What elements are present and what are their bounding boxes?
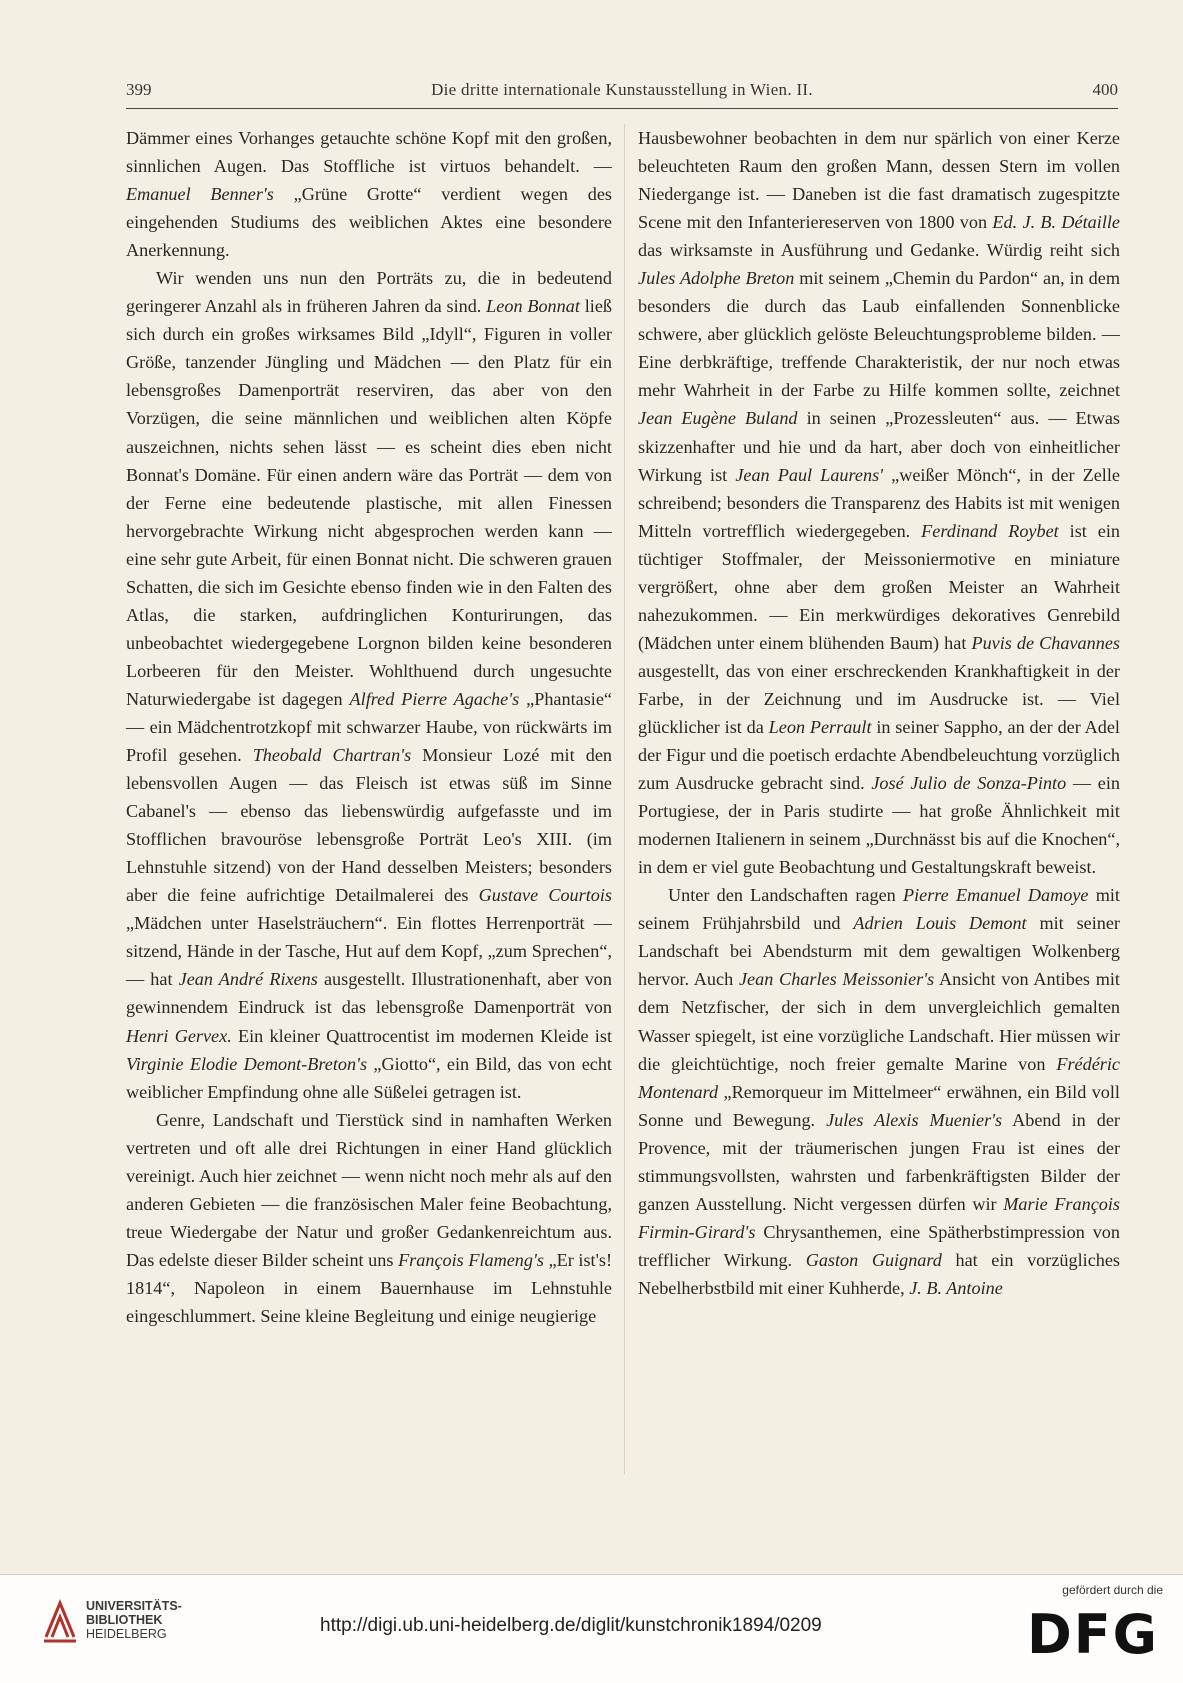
text-run: das wirksamste in Ausführung und Gedanke. Würdig reiht sich <box>638 240 1120 261</box>
dfg-logo: DFG <box>1026 1603 1159 1666</box>
text-run: „weißer Mönch“, in der Zelle schreibend; besonders die Transparenz des Habits ist mit wenigen Mitteln vortrefflich wiedergegeben. <box>638 464 1120 541</box>
artist-name: Leon Bonnat <box>486 296 580 317</box>
artist-name: Marie François Firmin-Girard's <box>638 1193 1120 1242</box>
permalink-url[interactable]: http://digi.ub.uni-heidelberg.de/diglit/kunstchronik1894/0209 <box>320 1615 822 1636</box>
text-run: mit seiner Landschaft bei Abendsturm mit dem gewaltigen Wolkenberg hervor. Auch <box>638 913 1120 990</box>
text-run: „Er ist's! 1814“, Napoleon in einem Bauernhause im Lehnstuhle eingeschlummert. Seine kleine Begleitung und einige neugierige <box>126 1249 613 1326</box>
library-name-line2: BIBLIOTHEK <box>86 1613 163 1627</box>
text-run: in seiner Sappho, an der der Adel der Figur und die poetisch erdachte Abendbeleuchtung vorzüglich zum Ausdrucke gebracht sind. <box>638 716 1120 794</box>
text-run: Abend in der Provence, mit der träumerischen jungen Frau ist eines der stimmungsvollsten, wahrsten und farbenkräftigsten Bilder der ganzen Ausstellung. Nicht vergessen dürfen wir <box>638 1109 1120 1214</box>
artist-name: Gaston Guignard <box>805 1249 942 1270</box>
artist-name: Theobald Chartran's <box>252 745 412 766</box>
running-header <box>126 78 1118 108</box>
text-run: „Remorqueur im Mittelmeer“ erwähnen, ein Bild voll Sonne und Bewegung. <box>638 1081 1120 1130</box>
digitization-footer <box>0 1574 1183 1683</box>
artist-name: Jean Eugène Buland <box>638 408 798 429</box>
paragraph <box>126 124 612 264</box>
paragraph <box>638 881 1120 1302</box>
text-run: Wir wenden uns nun den Porträts zu, die in bedeutend geringerer Anzahl als in früheren Jahren da sind. <box>126 268 612 317</box>
artist-name: François Flameng's <box>398 1249 544 1270</box>
text-run: Unter den Landschaften ragen <box>668 885 903 906</box>
text-run: Ansicht von Antibes mit dem Netzfischer, der sich in dem unvergleichlich gemalten Wasser spiegelt, ist eine vorzügliche Landschaft. Hier müssen wir die gleichtüchtige, noch freier gemalte Marine von <box>638 969 1120 1074</box>
artist-name: Gustave Courtois <box>478 885 612 906</box>
artist-name: J. B. Antoine <box>909 1277 1003 1298</box>
text-run: — ein Portugiese, der in Paris studirte — hat große Ähnlichkeit mit modernen Italienern in seinem „Durchnässt bis auf die Knochen“, in dem er viel gute Beobachtung und Gestaltungskraft beweist. <box>638 773 1120 878</box>
artist-name: Henri Gervex. <box>126 1025 232 1046</box>
artist-name: Adrien Louis Demont <box>853 913 1027 934</box>
text-run: hat ein vorzügliches Nebelherbstbild mit einer Kuhherde, <box>638 1249 1121 1298</box>
paragraph <box>126 1106 612 1330</box>
text-run: Genre, Landschaft und Tierstück sind in namhaften Werken vertreten und oft alle drei Richtungen in einer Hand glücklich vereinigt. Auch hier zeichnet — wenn nicht noch mehr als auf den anderen Gebieten — die französischen Maler feine Beobachtung, treue Wiedergabe der Natur und großer Gedankenreichtum aus. Das edelste dieser Bilder scheint uns <box>126 1109 612 1270</box>
paragraph <box>126 264 612 1105</box>
paragraph <box>638 124 1120 881</box>
running-title: Die dritte internationale Kunstausstellung in Wien. II. <box>431 80 813 99</box>
text-run: mit seinem Frühjahrsbild und <box>638 885 1120 934</box>
text-run: in seinen „Prozessleuten“ aus. — Etwas skizzenhafter und hie und da hart, aber doch von einheitlicher Wirkung ist <box>638 408 1121 485</box>
text-run: „Mädchen unter Haselsträuchern“. Ein flottes Herrenporträt — sitzend, Hände in der Tasche, Hut auf dem Kopf, „zum Sprechen“, — hat <box>126 913 612 990</box>
text-run: ausgestellt. Illustrationenhaft, aber von gewinnendem Eindruck ist das lebensgroße Damenporträt von <box>126 969 612 1018</box>
artist-name: Leon Perrault <box>768 716 872 737</box>
right-column <box>638 124 1120 1302</box>
university-library-logo-icon <box>40 1597 80 1645</box>
text-run: „Giotto“, ein Bild, das von echt weiblicher Empfindung ohne alle Süßelei getragen ist. <box>126 1053 612 1102</box>
text-run: mit seinem „Chemin du Pardon“ an, in dem besonders die durch das Laub einfallenden Sonnenblicke schwere, aber glücklich gelöste Beleuchtungsprobleme bilden. — Eine derbkräftige, treffende Charakteristik, der nur noch etwas mehr Wahrheit in der Farbe zu Hilfe kommen sollte, zeichnet <box>638 268 1120 401</box>
artist-name: Ed. J. B. Détaille <box>992 212 1120 233</box>
text-run: Monsieur Lozé mit den lebensvollen Augen — das Fleisch ist etwas süß im Sinne Cabanel's — ebenso das liebenswürdig aufgefasste und im Stofflichen bravouröse lebensgroße Porträt Leo's XIII. (im Lehnstuhle sitzend) von der Hand desselben Meisters; besonders aber die feine aufrichtige Detailmalerei des <box>126 745 612 906</box>
artist-name: José Julio de Sonza-Pinto <box>871 773 1067 794</box>
text-run: Chrysanthemen, eine Spätherbstimpression von trefflicher Wirkung. <box>638 1221 1120 1270</box>
artist-name: Jean André Rixens <box>178 969 318 990</box>
library-name <box>86 1599 182 1641</box>
left-column <box>126 124 612 1330</box>
artist-name: Emanuel Benner's <box>126 184 274 205</box>
text-run: Hausbewohner beobachten in dem nur spärlich von einer Kerze beleuchteten Raum den großen Mann, dessen Stern im vollen Niedergange ist. — Daneben ist die fast dramatisch zugespitzte Scene mit den Infanteriereserven von 1800 von <box>638 128 1120 233</box>
column-separator <box>624 124 625 1474</box>
library-name-line1: UNIVERSITÄTS- <box>86 1599 182 1613</box>
artist-name: Jules Alexis Muenier's <box>826 1109 1003 1130</box>
library-name-line3: HEIDELBERG <box>86 1627 167 1641</box>
artist-name: Pierre Emanuel Damoye <box>902 885 1089 906</box>
text-run: „Phantasie“ — ein Mädchentrotzkopf mit schwarzer Haube, von rückwärts im Profil gesehen. <box>126 688 612 766</box>
artist-name: Jean Paul Laurens' <box>735 464 884 485</box>
artist-name: Ferdinand Roybet <box>921 520 1059 541</box>
artist-name: Frédéric Montenard <box>638 1053 1120 1102</box>
header-rule <box>126 108 1118 109</box>
text-run: ist ein tüchtiger Stoffmaler, der Meissoniermotive en miniature vergrößert, ohne aber dem großen Meister an Wahrheit nahezukommen. — Ein merkwürdiges dekoratives Genrebild (Mädchen unter einem blühenden Baum) hat <box>638 520 1120 653</box>
text-run: Ein kleiner Quattrocentist im modernen Kleide ist <box>231 1025 612 1046</box>
text-run: „Grüne Grotte“ verdient wegen des eingehenden Studiums des weiblichen Aktes eine besondere Anerkennung. <box>126 184 612 261</box>
page-number-left: 399 <box>126 80 152 99</box>
artist-name: Jean Charles Meissonier's <box>738 969 935 990</box>
artist-name: Jules Adolphe Breton <box>638 268 795 289</box>
text-run: ließ sich durch ein großes wirksames Bild „Idyll“, Figuren in voller Größe, tanzender Jüngling und Mädchen — den Platz für ein lebensgroßes Damenporträt reserviren, das aber von den Vorzügen, die seine männlichen und weiblichen alten Köpfe auszeichnen, nichts sehen lässt — es scheint dies eben nicht Bonnat's Domäne. Für einen andern wäre das Porträt — dem von der Ferne eine bedeutende plastische, mit allen Finessen hervorgebrachte Wirkung nicht abgesprochen werden kann — eine sehr gute Arbeit, für einen Bonnat nicht. Die schweren grauen Schatten, die sich im Gesichte ebenso finden wie in den Falten des Atlas, die starken, aufdringlichen Konturirungen, das unbeobachtet wiedergegebene Lorgnon bilden keine besonderen Lorbeeren für den Meister. Wohlthuend durch ungesuchte Naturwiedergabe ist dagegen <box>126 296 612 709</box>
text-run: Dämmer eines Vorhanges getauchte schöne Kopf mit den großen, sinnlichen Augen. Das Stoffliche ist virtuos behandelt. — <box>126 128 612 177</box>
sponsor-note: gefördert durch die <box>1062 1583 1163 1597</box>
text-run: ausgestellt, das von einer erschreckenden Krankhaftigkeit in der Farbe, in der Zeichnung und im Ausdrucke ist. — Viel glücklicher ist da <box>638 660 1120 737</box>
page-number-right: 400 <box>1092 80 1118 99</box>
artist-name: Virginie Elodie Demont-Breton's <box>126 1053 368 1074</box>
artist-name: Puvis de Chavannes <box>971 632 1120 653</box>
artist-name: Alfred Pierre Agache's <box>349 688 520 709</box>
